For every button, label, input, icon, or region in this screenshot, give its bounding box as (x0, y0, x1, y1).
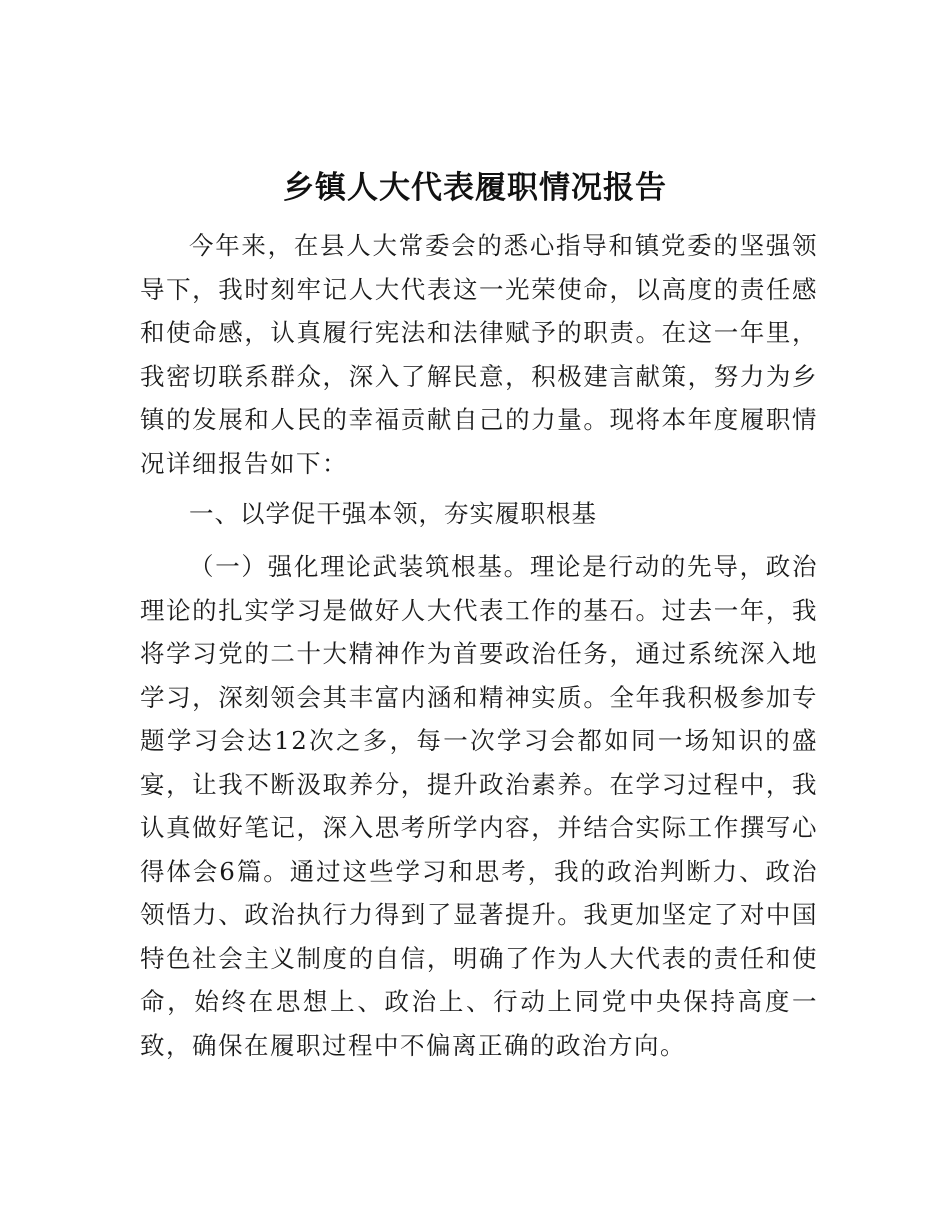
section-paragraph: （一）强化理论武装筑根基。理论是行动的先导，政治理论的扎实学习是做好人大代表工作的基石。过去一年，我将学习党的二十大精神作为首要政治任务，通过系统深入地学习，深刻领会其丰富内涵和精神实质。全年我积极参加专题学习会达12次之多，每一次学习会都如同一场知识的盛宴，让我不断汲取养分，提升政治素养。在学习过程中，我认真做好笔记，深入思考所学内容，并结合实际工作撰写心得体会6篇。通过这些学习和思考，我的政治判断力、政治领悟力、政治执行力得到了显著提升。我更加坚定了对中国特色社会主义制度的自信，明确了作为人大代表的责任和使命，始终在思想上、政治上、行动上同党中央保持高度一致，确保在履职过程中不偏离正确的政治方向。 (140, 552, 818, 1060)
intro-paragraph: 今年来，在县人大常委会的悉心指导和镇党委的坚强领导下，我时刻牢记人大代表这一光荣使命，以高度的责任感和使命感，认真履行宪法和法律赋予的职责。在这一年里，我密切联系群众，深入了解民意，积极建言献策，努力为乡镇的发展和人民的幸福贡献自己的力量。现将本年度履职情况详细报告如下： (140, 231, 818, 478)
document-title: 乡镇人大代表履职情况报告 (283, 170, 667, 206)
section-heading: 一、以学促干强本领，夯实履职根基 (189, 499, 597, 528)
